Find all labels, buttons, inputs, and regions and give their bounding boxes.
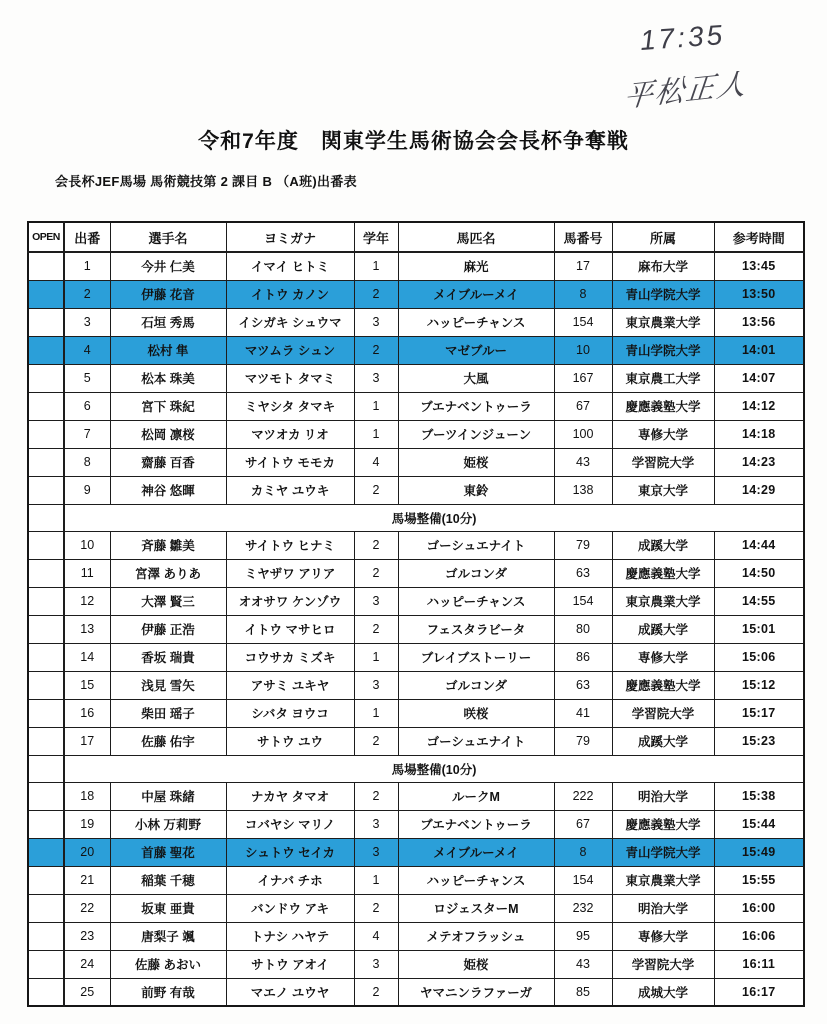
cell-name: 稲葉 千穂 bbox=[110, 866, 226, 894]
cell-time: 15:12 bbox=[714, 671, 804, 699]
cell-no: 21 bbox=[64, 866, 110, 894]
cell-name: 神谷 悠暉 bbox=[110, 476, 226, 504]
cell-open bbox=[28, 810, 64, 838]
cell-affiliation: 明治大学 bbox=[612, 894, 714, 922]
cell-grade: 2 bbox=[354, 336, 398, 364]
cell-time: 13:56 bbox=[714, 308, 804, 336]
cell-horse_no: 63 bbox=[554, 671, 612, 699]
cell-no: 6 bbox=[64, 392, 110, 420]
cell-open bbox=[28, 252, 64, 280]
cell-open bbox=[28, 866, 64, 894]
cell-grade: 3 bbox=[354, 950, 398, 978]
cell-open bbox=[28, 420, 64, 448]
cell-no: 4 bbox=[64, 336, 110, 364]
column-header: ヨミガナ bbox=[226, 222, 354, 252]
table-row bbox=[28, 978, 804, 1006]
cell-time: 14:55 bbox=[714, 587, 804, 615]
cell-grade: 1 bbox=[354, 643, 398, 671]
cell-grade: 3 bbox=[354, 810, 398, 838]
cell-no: 23 bbox=[64, 922, 110, 950]
cell-time: 14:18 bbox=[714, 420, 804, 448]
cell-grade: 1 bbox=[354, 392, 398, 420]
cell-time: 13:45 bbox=[714, 252, 804, 280]
cell-kana: オオサワ ケンゾウ bbox=[226, 587, 354, 615]
cell-affiliation: 青山学院大学 bbox=[612, 838, 714, 866]
cell-open bbox=[28, 978, 64, 1006]
cell-affiliation: 学習院大学 bbox=[612, 950, 714, 978]
table-row bbox=[28, 364, 804, 392]
cell-grade: 2 bbox=[354, 782, 398, 810]
cell-horse_no: 154 bbox=[554, 308, 612, 336]
cell-name: 松村 隼 bbox=[110, 336, 226, 364]
cell-no: 5 bbox=[64, 364, 110, 392]
cell-no: 14 bbox=[64, 643, 110, 671]
cell-affiliation: 東京農業大学 bbox=[612, 308, 714, 336]
cell-time: 16:00 bbox=[714, 894, 804, 922]
cell-time: 13:50 bbox=[714, 280, 804, 308]
cell-time: 15:17 bbox=[714, 699, 804, 727]
cell-grade: 1 bbox=[354, 866, 398, 894]
cell-time: 14:07 bbox=[714, 364, 804, 392]
handwritten-time-note: 17:35 bbox=[638, 19, 727, 56]
cell-horse_no: 43 bbox=[554, 448, 612, 476]
cell-affiliation: 成城大学 bbox=[612, 978, 714, 1006]
cell-name: 小林 万莉野 bbox=[110, 810, 226, 838]
cell-affiliation: 成蹊大学 bbox=[612, 727, 714, 755]
cell-open bbox=[28, 559, 64, 587]
column-header: 選手名 bbox=[110, 222, 226, 252]
cell-open bbox=[28, 699, 64, 727]
cell-kana: ミヤシタ タマキ bbox=[226, 392, 354, 420]
cell-horse: ブエナベントゥーラ bbox=[398, 810, 554, 838]
table-row bbox=[28, 922, 804, 950]
cell-kana: マツムラ シュン bbox=[226, 336, 354, 364]
cell-affiliation: 東京農工大学 bbox=[612, 364, 714, 392]
handwritten-signature: 平松正人 bbox=[622, 68, 750, 114]
cell-name: 浅見 雪矢 bbox=[110, 671, 226, 699]
cell-grade: 1 bbox=[354, 699, 398, 727]
column-header: 馬匹名 bbox=[398, 222, 554, 252]
cell-time: 15:23 bbox=[714, 727, 804, 755]
cell-affiliation: 東京農業大学 bbox=[612, 866, 714, 894]
cell-name: 坂東 亜貴 bbox=[110, 894, 226, 922]
cell-open bbox=[28, 280, 64, 308]
cell-affiliation: 慶應義塾大学 bbox=[612, 392, 714, 420]
table-body bbox=[28, 252, 804, 1006]
cell-grade: 2 bbox=[354, 280, 398, 308]
cell-horse_no: 154 bbox=[554, 587, 612, 615]
page-title: 令和7年度 関東学生馬術協会会長杯争奪戦 bbox=[198, 130, 629, 153]
cell-grade: 3 bbox=[354, 587, 398, 615]
cell-name: 松本 珠美 bbox=[110, 364, 226, 392]
cell-kana: マエノ ユウヤ bbox=[226, 978, 354, 1006]
arena-maintenance-break-row bbox=[28, 755, 804, 782]
cell-horse_no: 222 bbox=[554, 782, 612, 810]
break-label: 馬場整備(10分) bbox=[64, 504, 804, 531]
table-row bbox=[28, 643, 804, 671]
cell-name: 中屋 珠緒 bbox=[110, 782, 226, 810]
cell-time: 15:38 bbox=[714, 782, 804, 810]
cell-horse_no: 79 bbox=[554, 727, 612, 755]
cell-open bbox=[28, 504, 64, 531]
cell-horse_no: 63 bbox=[554, 559, 612, 587]
table-row bbox=[28, 810, 804, 838]
table-row bbox=[28, 336, 804, 364]
cell-horse: ハッピーチャンス bbox=[398, 308, 554, 336]
cell-horse_no: 86 bbox=[554, 643, 612, 671]
cell-affiliation: 成蹊大学 bbox=[612, 531, 714, 559]
cell-time: 15:44 bbox=[714, 810, 804, 838]
cell-horse_no: 95 bbox=[554, 922, 612, 950]
table-row bbox=[28, 308, 804, 336]
cell-grade: 2 bbox=[354, 476, 398, 504]
cell-grade: 2 bbox=[354, 978, 398, 1006]
cell-no: 16 bbox=[64, 699, 110, 727]
cell-grade: 1 bbox=[354, 252, 398, 280]
cell-horse: 姫桜 bbox=[398, 950, 554, 978]
cell-time: 14:23 bbox=[714, 448, 804, 476]
cell-open bbox=[28, 643, 64, 671]
cell-horse_no: 232 bbox=[554, 894, 612, 922]
cell-open bbox=[28, 671, 64, 699]
cell-name: 大澤 賢三 bbox=[110, 587, 226, 615]
cell-no: 24 bbox=[64, 950, 110, 978]
cell-kana: イシガキ シュウマ bbox=[226, 308, 354, 336]
table-row bbox=[28, 782, 804, 810]
cell-horse_no: 100 bbox=[554, 420, 612, 448]
column-header: 参考時間 bbox=[714, 222, 804, 252]
cell-affiliation: 明治大学 bbox=[612, 782, 714, 810]
cell-name: 石垣 秀馬 bbox=[110, 308, 226, 336]
cell-grade: 2 bbox=[354, 894, 398, 922]
cell-kana: カミヤ ユウキ bbox=[226, 476, 354, 504]
cell-name: 齋藤 百香 bbox=[110, 448, 226, 476]
cell-horse: メイブルーメイ bbox=[398, 280, 554, 308]
cell-horse: マゼブルー bbox=[398, 336, 554, 364]
column-header: 馬番号 bbox=[554, 222, 612, 252]
cell-horse: 東鈴 bbox=[398, 476, 554, 504]
cell-horse: ハッピーチャンス bbox=[398, 587, 554, 615]
cell-no: 19 bbox=[64, 810, 110, 838]
cell-kana: ミヤザワ アリア bbox=[226, 559, 354, 587]
cell-no: 12 bbox=[64, 587, 110, 615]
cell-horse: 姫桜 bbox=[398, 448, 554, 476]
cell-time: 14:44 bbox=[714, 531, 804, 559]
cell-horse: ゴルコンダ bbox=[398, 671, 554, 699]
cell-horse: ゴルコンダ bbox=[398, 559, 554, 587]
cell-time: 15:01 bbox=[714, 615, 804, 643]
cell-affiliation: 専修大学 bbox=[612, 643, 714, 671]
cell-horse: ヤマニンラファーガ bbox=[398, 978, 554, 1006]
cell-horse_no: 80 bbox=[554, 615, 612, 643]
page-subtitle: 会長杯JEF馬場 馬術競技第 2 課目 B （A班)出番表 bbox=[55, 174, 357, 189]
cell-name: 松岡 凛桜 bbox=[110, 420, 226, 448]
cell-horse: ブエナベントゥーラ bbox=[398, 392, 554, 420]
cell-horse_no: 85 bbox=[554, 978, 612, 1006]
table-row bbox=[28, 252, 804, 280]
cell-kana: イマイ ヒトミ bbox=[226, 252, 354, 280]
cell-horse: ハッピーチャンス bbox=[398, 866, 554, 894]
cell-horse_no: 167 bbox=[554, 364, 612, 392]
cell-grade: 4 bbox=[354, 922, 398, 950]
column-header: 出番 bbox=[64, 222, 110, 252]
table-row bbox=[28, 950, 804, 978]
break-label: 馬場整備(10分) bbox=[64, 755, 804, 782]
cell-horse_no: 43 bbox=[554, 950, 612, 978]
cell-open bbox=[28, 392, 64, 420]
cell-name: 今井 仁美 bbox=[110, 252, 226, 280]
cell-horse: 咲桜 bbox=[398, 699, 554, 727]
cell-time: 14:29 bbox=[714, 476, 804, 504]
cell-horse: メイブルーメイ bbox=[398, 838, 554, 866]
cell-kana: イナバ チホ bbox=[226, 866, 354, 894]
cell-time: 16:11 bbox=[714, 950, 804, 978]
cell-affiliation: 東京農業大学 bbox=[612, 587, 714, 615]
cell-open bbox=[28, 894, 64, 922]
cell-affiliation: 慶應義塾大学 bbox=[612, 559, 714, 587]
table-row bbox=[28, 531, 804, 559]
cell-time: 16:17 bbox=[714, 978, 804, 1006]
cell-horse_no: 67 bbox=[554, 392, 612, 420]
cell-no: 7 bbox=[64, 420, 110, 448]
cell-no: 18 bbox=[64, 782, 110, 810]
cell-name: 前野 有哉 bbox=[110, 978, 226, 1006]
cell-open bbox=[28, 336, 64, 364]
cell-no: 20 bbox=[64, 838, 110, 866]
table-row bbox=[28, 476, 804, 504]
cell-affiliation: 専修大学 bbox=[612, 420, 714, 448]
cell-grade: 3 bbox=[354, 838, 398, 866]
cell-open bbox=[28, 531, 64, 559]
cell-horse: ゴーシュエナイト bbox=[398, 727, 554, 755]
cell-affiliation: 学習院大学 bbox=[612, 699, 714, 727]
cell-no: 10 bbox=[64, 531, 110, 559]
table-row bbox=[28, 671, 804, 699]
cell-grade: 4 bbox=[354, 448, 398, 476]
cell-time: 14:12 bbox=[714, 392, 804, 420]
table-row bbox=[28, 420, 804, 448]
cell-grade: 3 bbox=[354, 671, 398, 699]
cell-name: 柴田 瑶子 bbox=[110, 699, 226, 727]
cell-no: 3 bbox=[64, 308, 110, 336]
cell-horse_no: 10 bbox=[554, 336, 612, 364]
cell-horse: 麻光 bbox=[398, 252, 554, 280]
cell-name: 香坂 瑞貴 bbox=[110, 643, 226, 671]
table-row bbox=[28, 448, 804, 476]
cell-no: 22 bbox=[64, 894, 110, 922]
cell-grade: 2 bbox=[354, 559, 398, 587]
cell-affiliation: 青山学院大学 bbox=[612, 280, 714, 308]
cell-horse_no: 138 bbox=[554, 476, 612, 504]
cell-affiliation: 成蹊大学 bbox=[612, 615, 714, 643]
cell-name: 宮下 珠紀 bbox=[110, 392, 226, 420]
cell-no: 2 bbox=[64, 280, 110, 308]
cell-open bbox=[28, 364, 64, 392]
cell-horse: ブーツインジューン bbox=[398, 420, 554, 448]
cell-open bbox=[28, 922, 64, 950]
cell-kana: イトウ マサヒロ bbox=[226, 615, 354, 643]
cell-horse: フェスタラビータ bbox=[398, 615, 554, 643]
cell-open bbox=[28, 476, 64, 504]
cell-grade: 2 bbox=[354, 727, 398, 755]
table-row bbox=[28, 559, 804, 587]
cell-kana: アサミ ユキヤ bbox=[226, 671, 354, 699]
cell-horse_no: 17 bbox=[554, 252, 612, 280]
cell-horse: 大風 bbox=[398, 364, 554, 392]
cell-grade: 1 bbox=[354, 420, 398, 448]
cell-kana: サトウ アオイ bbox=[226, 950, 354, 978]
cell-time: 15:06 bbox=[714, 643, 804, 671]
table-header-row bbox=[28, 222, 804, 252]
cell-affiliation: 東京大学 bbox=[612, 476, 714, 504]
cell-open bbox=[28, 755, 64, 782]
table-row bbox=[28, 280, 804, 308]
table-row bbox=[28, 587, 804, 615]
arena-maintenance-break-row bbox=[28, 504, 804, 531]
cell-horse: ルークM bbox=[398, 782, 554, 810]
cell-affiliation: 慶應義塾大学 bbox=[612, 810, 714, 838]
cell-no: 15 bbox=[64, 671, 110, 699]
cell-open bbox=[28, 448, 64, 476]
cell-horse: メテオフラッシュ bbox=[398, 922, 554, 950]
cell-horse_no: 8 bbox=[554, 280, 612, 308]
cell-grade: 3 bbox=[354, 364, 398, 392]
cell-open bbox=[28, 308, 64, 336]
cell-time: 15:55 bbox=[714, 866, 804, 894]
cell-horse: ゴーシュエナイト bbox=[398, 531, 554, 559]
cell-name: 佐藤 あおい bbox=[110, 950, 226, 978]
cell-time: 16:06 bbox=[714, 922, 804, 950]
cell-open bbox=[28, 782, 64, 810]
cell-affiliation: 慶應義塾大学 bbox=[612, 671, 714, 699]
cell-no: 8 bbox=[64, 448, 110, 476]
cell-kana: コバヤシ マリノ bbox=[226, 810, 354, 838]
cell-kana: サイトウ モモカ bbox=[226, 448, 354, 476]
cell-kana: シバタ ヨウコ bbox=[226, 699, 354, 727]
cell-name: 斉藤 雛美 bbox=[110, 531, 226, 559]
cell-kana: マツモト タマミ bbox=[226, 364, 354, 392]
cell-kana: マツオカ リオ bbox=[226, 420, 354, 448]
cell-grade: 3 bbox=[354, 308, 398, 336]
cell-kana: コウサカ ミズキ bbox=[226, 643, 354, 671]
table-row bbox=[28, 727, 804, 755]
cell-open bbox=[28, 587, 64, 615]
cell-kana: サイトウ ヒナミ bbox=[226, 531, 354, 559]
table-row bbox=[28, 838, 804, 866]
cell-name: 伊藤 花音 bbox=[110, 280, 226, 308]
cell-name: 首藤 聖花 bbox=[110, 838, 226, 866]
cell-no: 13 bbox=[64, 615, 110, 643]
cell-horse_no: 67 bbox=[554, 810, 612, 838]
cell-affiliation: 青山学院大学 bbox=[612, 336, 714, 364]
cell-kana: サトウ ユウ bbox=[226, 727, 354, 755]
cell-name: 唐梨子 颯 bbox=[110, 922, 226, 950]
table-row bbox=[28, 392, 804, 420]
cell-open bbox=[28, 950, 64, 978]
cell-affiliation: 麻布大学 bbox=[612, 252, 714, 280]
column-header: OPEN bbox=[28, 222, 64, 252]
cell-open bbox=[28, 615, 64, 643]
cell-horse_no: 8 bbox=[554, 838, 612, 866]
cell-no: 11 bbox=[64, 559, 110, 587]
cell-kana: トナシ ハヤテ bbox=[226, 922, 354, 950]
cell-horse: ロジェスターM bbox=[398, 894, 554, 922]
cell-kana: シュトウ セイカ bbox=[226, 838, 354, 866]
cell-affiliation: 専修大学 bbox=[612, 922, 714, 950]
cell-grade: 2 bbox=[354, 531, 398, 559]
cell-horse_no: 79 bbox=[554, 531, 612, 559]
column-header: 所属 bbox=[612, 222, 714, 252]
cell-no: 25 bbox=[64, 978, 110, 1006]
cell-no: 17 bbox=[64, 727, 110, 755]
table-row bbox=[28, 894, 804, 922]
cell-open bbox=[28, 727, 64, 755]
cell-time: 14:01 bbox=[714, 336, 804, 364]
table-row bbox=[28, 866, 804, 894]
cell-open bbox=[28, 838, 64, 866]
cell-time: 15:49 bbox=[714, 838, 804, 866]
cell-kana: ナカヤ タマオ bbox=[226, 782, 354, 810]
cell-no: 9 bbox=[64, 476, 110, 504]
cell-name: 宮澤 ありあ bbox=[110, 559, 226, 587]
cell-time: 14:50 bbox=[714, 559, 804, 587]
cell-name: 佐藤 佑宇 bbox=[110, 727, 226, 755]
cell-kana: イトウ カノン bbox=[226, 280, 354, 308]
column-header: 学年 bbox=[354, 222, 398, 252]
cell-horse_no: 41 bbox=[554, 699, 612, 727]
cell-no: 1 bbox=[64, 252, 110, 280]
cell-kana: バンドウ アキ bbox=[226, 894, 354, 922]
cell-horse: ブレイブストーリー bbox=[398, 643, 554, 671]
table-row bbox=[28, 615, 804, 643]
start-list-table bbox=[27, 221, 805, 1007]
cell-horse_no: 154 bbox=[554, 866, 612, 894]
cell-name: 伊藤 正浩 bbox=[110, 615, 226, 643]
table-row bbox=[28, 699, 804, 727]
cell-grade: 2 bbox=[354, 615, 398, 643]
cell-affiliation: 学習院大学 bbox=[612, 448, 714, 476]
